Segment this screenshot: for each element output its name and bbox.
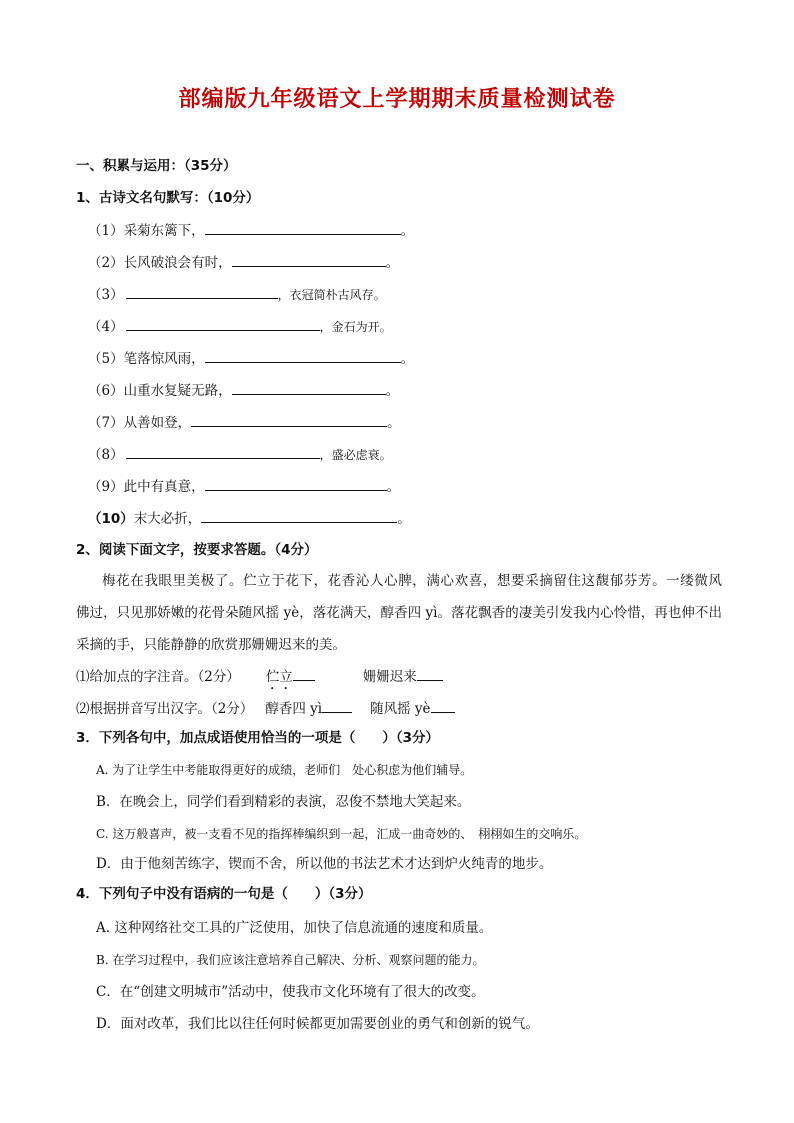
item-prompt: 山重水复疑无路， [123,383,232,399]
fill-item-4 [88,317,392,336]
question-2-sub2 [76,699,455,718]
item-number: （3） [88,287,124,303]
fill-item-1 [88,221,414,240]
item-number: （5） [88,351,124,367]
answer-blank[interactable] [431,699,455,713]
fill-item-8 [88,445,392,464]
item-prompt: 此中有真意， [123,479,205,495]
item-number: （7） [88,415,124,431]
item-suffix: 。 [385,255,400,271]
item-number: （2） [88,255,124,271]
answer-blank[interactable] [232,253,386,267]
item-suffix: ，盛必虑衰。 [319,448,392,462]
answer-blank[interactable] [126,285,278,299]
option-a: A. 为了让学生中考能取得更好的成绩，老师们 处心积虑为他们辅导。 [96,763,473,777]
option-a: A. 这种网络社交工具的广泛使用，加快了信息流通的速度和质量。 [96,920,493,936]
item-number: （4） [88,319,124,335]
question-2-heading: 2、阅读下面文字，按要求答题。（4分） [76,542,318,558]
pinyin-word: 醇香四 yì [265,701,323,717]
sub-question-label: ⑴给加点的字注音。（2分） [76,669,240,685]
item-suffix: ，衣冠简朴古风存。 [277,288,386,302]
item-number: （6） [88,383,124,399]
answer-blank[interactable] [417,667,443,681]
item-suffix: ，金石为开。 [319,320,392,334]
fill-item-5 [88,349,414,368]
answer-blank[interactable] [191,413,387,427]
item-suffix: 。 [400,351,415,367]
item-suffix: 。 [386,479,401,495]
dotted-word: 伫立 [265,669,293,685]
dotted-word: 姗姗迟来 [362,669,417,685]
section-heading: 一、积累与运用：（35分） [76,158,237,174]
answer-blank[interactable] [201,509,397,523]
answer-blank[interactable] [205,477,387,491]
question-4-heading: 4．下列句子中没有语病的一句是（ ）（3分） [76,886,372,902]
answer-blank[interactable] [126,317,320,331]
item-suffix: 。 [385,383,400,399]
question-2-sub1 [76,667,443,693]
question-1-heading: 1、古诗文名句默写：（10分） [76,190,260,206]
answer-blank[interactable] [126,445,320,459]
item-number: （9） [88,479,124,495]
option-c: C．在“创建文明城市”活动中，使我市文化环境有了很大的改变。 [96,984,485,1000]
answer-blank[interactable] [232,381,386,395]
fill-item-9 [88,477,400,496]
answer-blank[interactable] [205,221,401,235]
item-suffix: 。 [387,415,401,431]
answer-blank[interactable] [205,349,401,363]
page-title: 部编版九年级语文上学期期末质量检测试卷 [178,87,616,112]
sub-question-label: ⑵根据拼音写出汉字。（2分） [76,701,254,717]
fill-item-6 [88,381,399,400]
item-number: （1） [88,223,124,239]
item-number: （10） [88,511,134,527]
option-c: C. 这万般喜声，被一支看不见的指挥棒编织到一起，汇成一曲奇妙的、 栩栩如生的交响乐。 [96,827,587,841]
item-prompt: 从善如登， [123,415,192,431]
item-prompt: 末大必折， [133,511,202,527]
item-prompt: 长风破浪会有时， [123,255,232,271]
question-3-heading: 3．下列各句中，加点成语使用恰当的一项是（ ）（3分） [76,730,440,746]
item-suffix: 。 [400,223,415,239]
answer-blank[interactable] [322,699,352,713]
option-d: D．面对改革，我们比以往任何时候都更加需要创业的勇气和创新的锐气。 [96,1016,539,1032]
fill-item-7 [88,413,401,432]
item-prompt: 采菊东篱下， [123,223,205,239]
item-prompt: 笔落惊风雨， [123,351,205,367]
pinyin-word: 随风摇 yè [370,701,431,717]
answer-blank[interactable] [293,667,315,681]
item-number: （8） [88,447,124,463]
fill-item-3 [88,285,386,304]
fill-item-10 [88,509,411,528]
option-b: B．在晚会上，同学们看到精彩的表演，忍俊不禁地大笑起来。 [96,794,471,810]
reading-passage: 梅花在我眼里美极了。伫立于花下，花香沁人心脾，满心欢喜，想要采摘留住这馥郁芬芳。一缕微风 佛过，只见那娇嫩的花骨朵随风摇 yè，落花满天，醇香四 yì。落花飘香的凄美引发我内心怜惜，再也伸不出采摘的手，只能静静的欣赏那姗姗迟来的美。 [76,573,736,653]
option-b: B. 在学习过程中，我们应该注意培养自己解决、分析、观察问题的能力。 [96,953,485,967]
item-suffix: 。 [397,511,411,527]
fill-item-2 [88,253,399,272]
option-d: D．由于他刻苦练字，锲而不舍，所以他的书法艺术才达到炉火纯青的地步。 [96,856,553,872]
